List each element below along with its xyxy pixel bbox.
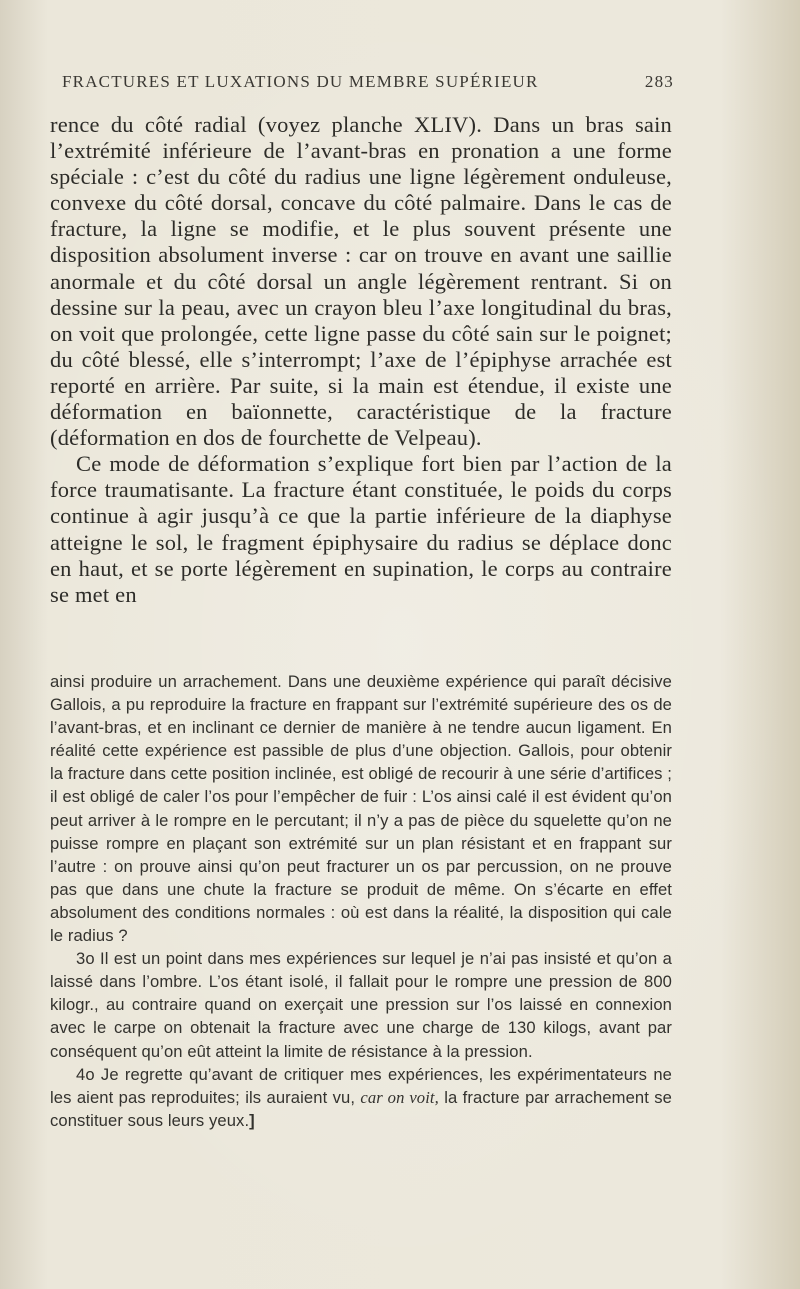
footnote-paragraph-1: ainsi produire un arrachement. Dans une deuxième expérience qui paraît décisive Gallois, a pu reproduire la fracture en frappant sur l’extrémité supérieure des os de l’avant-bras, et en inclinant ce dernier de manière à ne tendre aucun ligament. En réalité cette expérience est passible de plus d’une objection. Gallois, pour obtenir la fracture dans cette position inclinée, est obligé de recourir à une série d’artifices ; il est obligé de caler l’os pour l’empêcher de fuir : L’os ainsi calé il est évident qu’on peut arriver à le rompre en le percutant; il n’y a pas de pièce du squelette qu’on ne puisse rompre en plaçant son extrémité sur un plan résistant et en frappant sur l’autre : on prouve ainsi qu’on peut fracturer un os par percussion, on ne prouve pas que dans une chute la fracture se produit de même. On s’écarte en effet absolument des conditions normales : où est dans la réalité, la disposition qui cale le radius ?	[50, 672, 672, 946]
running-header	[62, 72, 674, 92]
page-number: 283	[644, 72, 674, 91]
footnote-paragraph-3	[50, 1063, 672, 1132]
footnote-3-italic: car on voit,	[360, 1087, 439, 1107]
footnote-paragraph-2: 3o Il est un point dans mes expériences sur lequel je n’ai pas insisté et qu’on a laissé dans l’ombre. L’os étant isolé, il fallait pour le rompre une pression de 800 kilogr., au contraire quand on exerçait une pression sur l’os laissé en connexion avec le carpe on obtenait la fracture avec une charge de 130 kilogs, avant par conséquent qu’on eût atteint la limite de résistance à la pression.	[50, 949, 672, 1061]
main-text	[50, 112, 672, 608]
footnote-3-start: 4o Je regrette qu’avant de critiquer mes expériences, les expérimentateurs ne les aient pas reproduites; ils auraient vu,	[50, 1064, 672, 1107]
running-title: FRACTURES ET LUXATIONS DU MEMBRE SUPÉRIEUR	[62, 72, 539, 91]
end-bracket: ]	[249, 1110, 255, 1130]
main-paragraph-1: rence du côté radial (voyez planche XLIV). Dans un bras sain l’extrémité inférieure de l’avant-bras en pronation a une forme spéciale : c’est du côté du radius une ligne légèrement onduleuse, convexe du côté dorsal, concave du côté palmaire. Dans le cas de fracture, la ligne se modifie, et le plus souvent présente une disposition absolument inverse : car on trouve en avant une saillie anormale et du côté dorsal un angle légèrement rentrant. Si on dessine sur la peau, avec un crayon bleu l’axe longitudinal du bras, on voit que prolongée, cette ligne passe du côté sain sur le poignet; du côté blessé, elle s’interrompt; l’axe de l’épiphyse arrachée est reporté en arrière. Par suite, si la main est étendue, il existe une déformation en baïonnette, caractéristique de la fracture (déformation en dos de fourchette de Velpeau).	[50, 112, 672, 451]
footnote-3-end: la fracture par arrachement se constituer sous leurs yeux.	[50, 1087, 672, 1130]
footnotes	[50, 670, 672, 1132]
main-paragraph-2: Ce mode de déformation s’explique fort bien par l’action de la force traumatisante. La fracture étant constituée, le poids du corps continue à agir jusqu’à ce que la partie inférieure de la diaphyse atteigne le sol, le fragment épiphysaire du radius se déplace donc en haut, et se porte légèrement en supination, le corps au contraire se met en	[50, 451, 672, 607]
